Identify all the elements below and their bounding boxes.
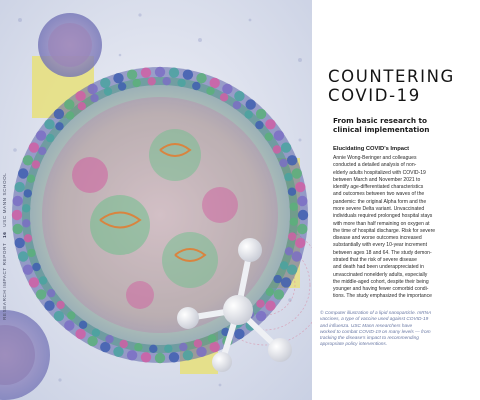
caption-line: vaccines, a type of vaccine used against COVID-19 bbox=[320, 317, 429, 323]
article-title bbox=[328, 67, 478, 105]
body-line: and death had been underappreciated in bbox=[333, 264, 424, 271]
article-body bbox=[333, 155, 475, 301]
body-line: younger and having fewer comorbid condi- bbox=[333, 286, 429, 293]
body-line: between March and November 2021 to bbox=[333, 176, 421, 183]
body-line: the middle-aged cohort, despite their being bbox=[333, 278, 429, 285]
body-line: and outcomes between two waves of the bbox=[333, 191, 425, 198]
caption-line: tracking the disease's impact to recommending bbox=[320, 336, 419, 342]
body-line: with more than half remaining on oxygen at bbox=[333, 220, 430, 227]
title-line: COVID-19 bbox=[328, 86, 421, 105]
body-line: tions. The study emphasized the importance bbox=[333, 293, 432, 300]
caption-line: appropriate policy interventions. bbox=[320, 342, 388, 348]
subtitle-line: From basic research to bbox=[333, 116, 428, 125]
publication-name: RESEARCH IMPACT REPORT bbox=[2, 242, 7, 320]
small-particle-top bbox=[38, 13, 102, 77]
body-line: unvaccinated nonelderly adults, especially bbox=[333, 271, 428, 278]
body-line: Annie Wong-Beringer and colleagues bbox=[333, 155, 417, 161]
image-caption bbox=[320, 311, 470, 349]
body-line: disease and worse outcomes increased bbox=[333, 235, 422, 242]
body-line: between ages 18 and 64. The study demon- bbox=[333, 249, 432, 256]
body-line: the time of hospital discharge. Risk for severe bbox=[333, 227, 436, 234]
body-line: conducted a detailed analysis of non- bbox=[333, 162, 417, 169]
running-header bbox=[2, 150, 16, 320]
article-subtitle bbox=[333, 116, 473, 135]
school-name: USC MANN SCHOOL bbox=[2, 172, 7, 227]
subtitle-line: clinical implementation bbox=[333, 125, 430, 135]
body-line: elderly adults hospitalized with COVID-19 bbox=[333, 169, 426, 176]
title-line: COUNTERING bbox=[328, 67, 455, 86]
main-nanoparticle bbox=[12, 67, 308, 363]
section-heading: Elucidating COVID's Impact bbox=[333, 146, 410, 152]
page-number: 16 bbox=[2, 231, 7, 238]
caption-line: and influenza. USC Mann researchers have bbox=[320, 323, 413, 329]
body-line: individuals required prolonged hospital stays bbox=[333, 213, 433, 220]
body-line: identify age-differentiated characteristics bbox=[333, 184, 424, 191]
caption-line: © Computer illustration of a lipid nanoparticle. mRNA bbox=[320, 311, 432, 316]
body-line: more severe Delta variant. Unvaccinated bbox=[333, 205, 425, 212]
body-line: strated that the risk of severe disease bbox=[333, 256, 417, 263]
body-line: pandemic: the original Alpha form and the bbox=[333, 198, 427, 205]
caption-line: worked to combat COVID-19 on many levels — from bbox=[320, 329, 431, 335]
body-line: substantially with every 10-year increment bbox=[333, 242, 427, 249]
